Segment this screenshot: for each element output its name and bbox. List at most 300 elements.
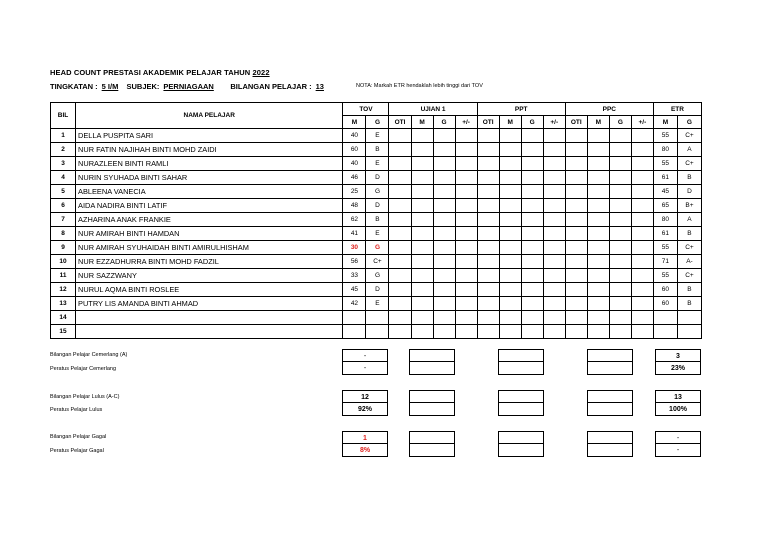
table-row (51, 213, 702, 227)
row-tov-g: G (366, 269, 389, 283)
header-ujian1: UJIAN 1 (389, 103, 477, 116)
sub-g: G (677, 116, 701, 129)
row-empty-cell (455, 241, 477, 255)
lulus-pct-label: Peratus Pelajar Lulus (50, 407, 103, 413)
row-empty-cell (521, 297, 543, 311)
row-empty-cell (587, 311, 609, 325)
row-empty-cell (609, 199, 631, 213)
row-empty-cell (609, 325, 631, 339)
row-empty-cell (433, 129, 455, 143)
row-empty-cell (389, 199, 411, 213)
row-empty-cell (565, 269, 587, 283)
row-empty-cell (411, 311, 433, 325)
row-empty-cell (455, 297, 477, 311)
title-text: HEAD COUNT PRESTASI AKADEMIK PELAJAR TAHUN (50, 68, 251, 77)
row-empty-cell (477, 199, 499, 213)
row-bil: 12 (51, 283, 76, 297)
row-etr-g: B (677, 227, 701, 241)
row-empty-cell (521, 171, 543, 185)
row-empty-cell (389, 241, 411, 255)
row-empty-cell (587, 213, 609, 227)
row-empty-cell (389, 269, 411, 283)
row-empty-cell (433, 269, 455, 283)
row-empty-cell (631, 143, 653, 157)
ppc-gagal-box (587, 431, 633, 444)
row-tov-g: C+ (366, 255, 389, 269)
row-empty-cell (499, 297, 521, 311)
row-empty-cell (411, 325, 433, 339)
title-year: 2022 (252, 68, 270, 77)
row-empty-cell (433, 227, 455, 241)
info-line (50, 82, 328, 91)
row-empty-cell (433, 311, 455, 325)
row-empty-cell (609, 143, 631, 157)
row-empty-cell (609, 185, 631, 199)
row-bil: 9 (51, 241, 76, 255)
row-empty-cell (389, 227, 411, 241)
subjek-value: PERNIAGAAN (163, 82, 214, 91)
row-empty-cell (389, 255, 411, 269)
row-name: NURIN SYUHADA BINTI SAHAR (76, 171, 343, 185)
row-empty-cell (477, 213, 499, 227)
header-etr: ETR (653, 103, 701, 116)
row-empty-cell (543, 325, 565, 339)
row-etr-g: A- (677, 255, 701, 269)
row-tov-g: E (366, 157, 389, 171)
row-etr-m: 65 (653, 199, 677, 213)
results-table (50, 102, 702, 339)
row-etr-m: 55 (653, 129, 677, 143)
row-empty-cell (499, 171, 521, 185)
etr-gagal-pct: - (655, 444, 701, 457)
sub-m: M (499, 116, 521, 129)
row-empty-cell (543, 213, 565, 227)
row-empty-cell (389, 311, 411, 325)
row-empty-cell (631, 171, 653, 185)
row-tov-m (343, 311, 366, 325)
row-empty-cell (565, 283, 587, 297)
ppc-cemerlang-box (587, 349, 633, 362)
sub-g: G (521, 116, 543, 129)
row-empty-cell (455, 129, 477, 143)
row-empty-cell (411, 171, 433, 185)
tov-cemerlang-pct: - (342, 362, 388, 375)
row-empty-cell (499, 269, 521, 283)
row-name (76, 325, 343, 339)
row-empty-cell (521, 227, 543, 241)
gagal-pct-label: Peratus Pelajar Gagal (50, 448, 104, 454)
row-empty-cell (411, 227, 433, 241)
row-etr-m: 45 (653, 185, 677, 199)
row-name (76, 311, 343, 325)
ujian1-cemerlang-box (409, 349, 455, 362)
row-bil: 4 (51, 171, 76, 185)
row-tov-g: E (366, 297, 389, 311)
row-empty-cell (433, 199, 455, 213)
row-empty-cell (499, 227, 521, 241)
row-bil: 6 (51, 199, 76, 213)
row-empty-cell (543, 185, 565, 199)
row-empty-cell (499, 129, 521, 143)
header-bil: BIL (51, 103, 76, 129)
row-name: ABLEENA VANECIA (76, 185, 343, 199)
row-empty-cell (433, 255, 455, 269)
row-tov-g: E (366, 129, 389, 143)
row-empty-cell (565, 157, 587, 171)
report-title (50, 68, 270, 77)
row-empty-cell (389, 143, 411, 157)
row-empty-cell (389, 171, 411, 185)
row-empty-cell (609, 157, 631, 171)
row-empty-cell (433, 297, 455, 311)
row-empty-cell (433, 143, 455, 157)
row-empty-cell (609, 213, 631, 227)
row-empty-cell (477, 269, 499, 283)
row-empty-cell (587, 143, 609, 157)
row-empty-cell (499, 199, 521, 213)
row-empty-cell (411, 185, 433, 199)
sub-m: M (411, 116, 433, 129)
row-empty-cell (565, 199, 587, 213)
row-empty-cell (565, 185, 587, 199)
table-row (51, 227, 702, 241)
row-empty-cell (499, 185, 521, 199)
row-empty-cell (609, 269, 631, 283)
table-row (51, 143, 702, 157)
etr-gagal: - (655, 431, 701, 444)
ppc-lulus-box (587, 390, 633, 403)
row-empty-cell (521, 241, 543, 255)
row-tov-m: 60 (343, 143, 366, 157)
ujian1-cemerlang-pct-box (409, 362, 455, 375)
row-tov-g (366, 311, 389, 325)
ujian1-gagal-box (409, 431, 455, 444)
row-empty-cell (521, 325, 543, 339)
header-ppt: PPT (477, 103, 565, 116)
row-tov-g: D (366, 199, 389, 213)
row-empty-cell (565, 297, 587, 311)
sub-g: G (366, 116, 389, 129)
tov-lulus: 12 (342, 390, 388, 403)
row-tov-g: B (366, 143, 389, 157)
table-row (51, 157, 702, 171)
row-empty-cell (631, 241, 653, 255)
row-empty-cell (499, 311, 521, 325)
row-empty-cell (521, 143, 543, 157)
row-bil: 5 (51, 185, 76, 199)
row-bil: 14 (51, 311, 76, 325)
table-row (51, 325, 702, 339)
row-empty-cell (543, 297, 565, 311)
row-empty-cell (521, 213, 543, 227)
row-name: NUR FATIN NAJIHAH BINTI MOHD ZAIDI (76, 143, 343, 157)
row-etr-g (677, 325, 701, 339)
row-empty-cell (477, 227, 499, 241)
sub-pm: +/- (543, 116, 565, 129)
row-empty-cell (477, 311, 499, 325)
row-empty-cell (477, 185, 499, 199)
row-empty-cell (455, 199, 477, 213)
row-empty-cell (433, 241, 455, 255)
row-empty-cell (455, 185, 477, 199)
row-tov-m: 30 (343, 241, 366, 255)
row-empty-cell (521, 283, 543, 297)
row-empty-cell (609, 283, 631, 297)
row-empty-cell (609, 241, 631, 255)
row-empty-cell (587, 185, 609, 199)
row-tov-g: B (366, 213, 389, 227)
sub-m: M (653, 116, 677, 129)
row-name: PUTRY LIS AMANDA BINTI AHMAD (76, 297, 343, 311)
cemerlang-label: Bilangan Pelajar Cemerlang (A) (50, 352, 128, 358)
row-empty-cell (543, 269, 565, 283)
row-empty-cell (477, 283, 499, 297)
table-row (51, 269, 702, 283)
sub-m: M (587, 116, 609, 129)
row-empty-cell (389, 283, 411, 297)
row-empty-cell (455, 157, 477, 171)
row-bil: 8 (51, 227, 76, 241)
row-etr-m: 61 (653, 227, 677, 241)
row-tov-m: 40 (343, 129, 366, 143)
row-tov-m: 45 (343, 283, 366, 297)
row-empty-cell (609, 129, 631, 143)
header-nama: NAMA PELAJAR (76, 103, 343, 129)
row-empty-cell (477, 171, 499, 185)
ppc-cemerlang-pct-box (587, 362, 633, 375)
sub-g: G (433, 116, 455, 129)
row-empty-cell (587, 325, 609, 339)
row-empty-cell (609, 227, 631, 241)
row-etr-m: 55 (653, 157, 677, 171)
tingkatan-value: 5 I/M (101, 82, 119, 91)
row-empty-cell (477, 157, 499, 171)
row-empty-cell (609, 171, 631, 185)
row-etr-g (677, 311, 701, 325)
row-empty-cell (587, 227, 609, 241)
row-tov-g: G (366, 241, 389, 255)
header-tov: TOV (343, 103, 389, 116)
ppt-gagal-pct-box (498, 444, 544, 457)
row-empty-cell (565, 325, 587, 339)
row-empty-cell (631, 283, 653, 297)
ujian1-lulus-box (409, 390, 455, 403)
row-empty-cell (411, 143, 433, 157)
ppt-lulus-box (498, 390, 544, 403)
row-empty-cell (455, 325, 477, 339)
row-tov-g (366, 325, 389, 339)
row-empty-cell (631, 255, 653, 269)
row-tov-m: 48 (343, 199, 366, 213)
row-empty-cell (543, 255, 565, 269)
row-empty-cell (631, 129, 653, 143)
row-empty-cell (411, 199, 433, 213)
row-empty-cell (543, 199, 565, 213)
sub-oti: OTI (565, 116, 587, 129)
row-bil: 7 (51, 213, 76, 227)
row-tov-g: E (366, 227, 389, 241)
sub-oti: OTI (477, 116, 499, 129)
row-empty-cell (433, 213, 455, 227)
row-empty-cell (455, 269, 477, 283)
table-row (51, 129, 702, 143)
row-empty-cell (609, 297, 631, 311)
row-bil: 10 (51, 255, 76, 269)
row-empty-cell (565, 143, 587, 157)
ppc-gagal-pct-box (587, 444, 633, 457)
table-row (51, 283, 702, 297)
ppc-lulus-pct-box (587, 403, 633, 416)
row-etr-g: A (677, 213, 701, 227)
header-ppc: PPC (565, 103, 653, 116)
row-empty-cell (389, 185, 411, 199)
ppt-lulus-pct-box (498, 403, 544, 416)
row-etr-g: C+ (677, 157, 701, 171)
table-row (51, 171, 702, 185)
row-empty-cell (587, 269, 609, 283)
sub-pm: +/- (455, 116, 477, 129)
bilangan-value: 13 (315, 82, 324, 91)
row-etr-g: B (677, 171, 701, 185)
row-empty-cell (411, 157, 433, 171)
row-tov-m: 56 (343, 255, 366, 269)
sub-pm: +/- (631, 116, 653, 129)
row-bil: 2 (51, 143, 76, 157)
etr-lulus-pct: 100% (655, 403, 701, 416)
row-empty-cell (499, 157, 521, 171)
row-tov-m: 33 (343, 269, 366, 283)
row-empty-cell (411, 241, 433, 255)
row-empty-cell (587, 129, 609, 143)
row-etr-m: 61 (653, 171, 677, 185)
row-empty-cell (543, 241, 565, 255)
sub-oti: OTI (389, 116, 411, 129)
row-empty-cell (477, 129, 499, 143)
tov-gagal-pct: 8% (342, 444, 388, 457)
row-bil: 3 (51, 157, 76, 171)
cemerlang-pct-label: Peratus Pelajar Cemerlang (50, 366, 117, 372)
row-empty-cell (609, 255, 631, 269)
row-empty-cell (543, 311, 565, 325)
row-etr-g: C+ (677, 269, 701, 283)
row-empty-cell (587, 171, 609, 185)
tov-gagal: 1 (342, 431, 388, 444)
row-empty-cell (411, 297, 433, 311)
row-empty-cell (389, 213, 411, 227)
row-bil: 1 (51, 129, 76, 143)
row-empty-cell (477, 143, 499, 157)
row-empty-cell (455, 255, 477, 269)
row-empty-cell (631, 213, 653, 227)
row-name: AZHARINA ANAK FRANKIE (76, 213, 343, 227)
table-row (51, 185, 702, 199)
row-tov-g: G (366, 185, 389, 199)
row-empty-cell (521, 157, 543, 171)
row-etr-g: A (677, 143, 701, 157)
row-empty-cell (411, 213, 433, 227)
row-name: NUR EZZADHURRA BINTI MOHD FADZIL (76, 255, 343, 269)
table-row (51, 199, 702, 213)
row-empty-cell (499, 283, 521, 297)
row-empty-cell (455, 213, 477, 227)
ujian1-gagal-pct-box (409, 444, 455, 457)
row-empty-cell (433, 157, 455, 171)
row-tov-m (343, 325, 366, 339)
row-tov-m: 41 (343, 227, 366, 241)
row-empty-cell (389, 325, 411, 339)
row-empty-cell (631, 269, 653, 283)
row-etr-m (653, 325, 677, 339)
row-empty-cell (433, 171, 455, 185)
row-empty-cell (587, 255, 609, 269)
row-name: NUR AMIRAH SYUHAIDAH BINTI AMIRULHISHAM (76, 241, 343, 255)
nota-text: NOTA: Markah ETR hendaklah lebih tinggi dari TOV (356, 83, 483, 89)
row-empty-cell (521, 269, 543, 283)
row-tov-g: D (366, 171, 389, 185)
row-empty-cell (631, 325, 653, 339)
row-empty-cell (543, 283, 565, 297)
table-row (51, 297, 702, 311)
row-etr-m (653, 311, 677, 325)
row-etr-m: 55 (653, 269, 677, 283)
row-etr-m: 60 (653, 283, 677, 297)
row-empty-cell (565, 171, 587, 185)
row-empty-cell (631, 185, 653, 199)
row-name: NURUL AQMA BINTI ROSLEE (76, 283, 343, 297)
row-name: NUR SAZZWANY (76, 269, 343, 283)
row-empty-cell (411, 255, 433, 269)
row-empty-cell (543, 171, 565, 185)
row-empty-cell (587, 241, 609, 255)
row-etr-m: 60 (653, 297, 677, 311)
row-empty-cell (389, 157, 411, 171)
row-empty-cell (389, 129, 411, 143)
etr-lulus: 13 (655, 390, 701, 403)
row-name: DELLA PUSPITA SARI (76, 129, 343, 143)
row-empty-cell (433, 185, 455, 199)
row-empty-cell (389, 297, 411, 311)
table-row (51, 255, 702, 269)
row-empty-cell (543, 129, 565, 143)
row-empty-cell (477, 241, 499, 255)
row-empty-cell (499, 325, 521, 339)
row-empty-cell (587, 297, 609, 311)
table-row (51, 311, 702, 325)
row-etr-g: C+ (677, 241, 701, 255)
row-tov-m: 46 (343, 171, 366, 185)
row-empty-cell (433, 283, 455, 297)
row-empty-cell (609, 311, 631, 325)
row-empty-cell (521, 185, 543, 199)
ujian1-lulus-pct-box (409, 403, 455, 416)
row-empty-cell (477, 297, 499, 311)
row-etr-g: B (677, 283, 701, 297)
row-empty-cell (477, 325, 499, 339)
row-bil: 11 (51, 269, 76, 283)
row-empty-cell (521, 199, 543, 213)
row-empty-cell (433, 325, 455, 339)
ppt-cemerlang-pct-box (498, 362, 544, 375)
tingkatan-label: TINGKATAN : (50, 82, 98, 91)
row-empty-cell (631, 297, 653, 311)
ppt-gagal-box (498, 431, 544, 444)
row-empty-cell (631, 311, 653, 325)
etr-cemerlang: 3 (655, 349, 701, 362)
row-empty-cell (455, 143, 477, 157)
row-empty-cell (631, 199, 653, 213)
row-etr-m: 80 (653, 213, 677, 227)
row-empty-cell (565, 255, 587, 269)
